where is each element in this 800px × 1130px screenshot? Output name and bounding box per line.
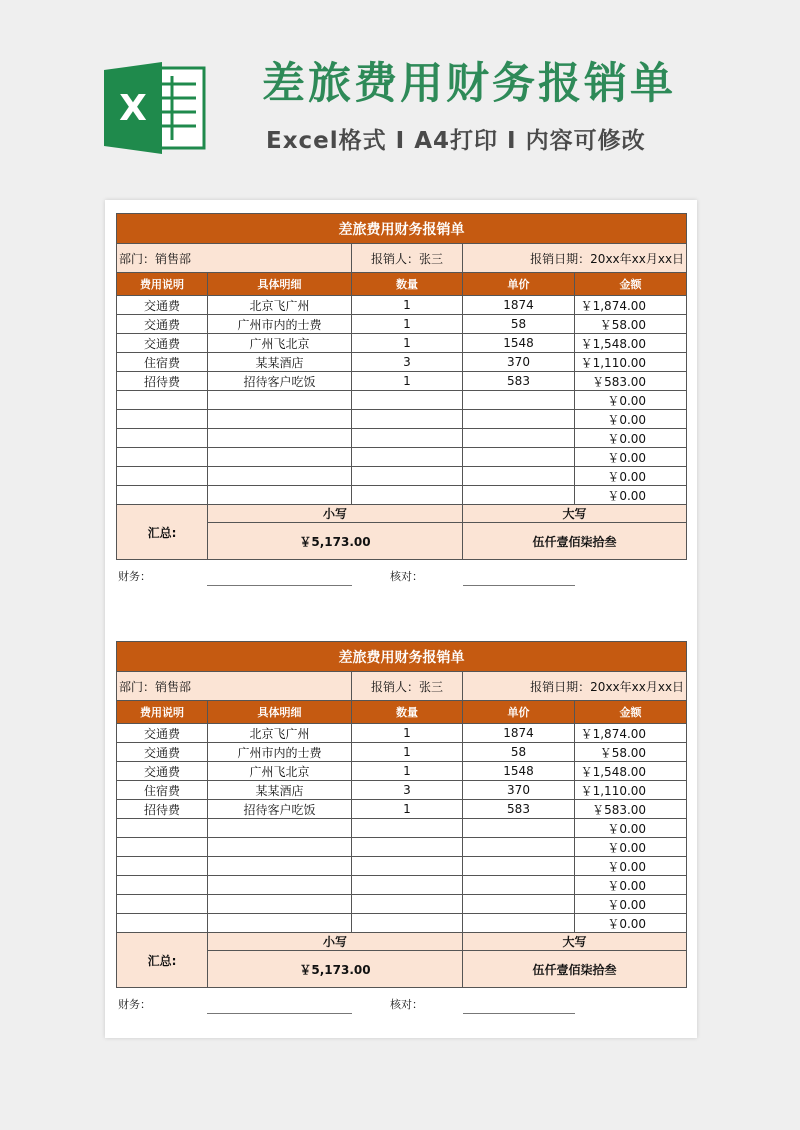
qty-cell[interactable]: 3 xyxy=(352,353,463,372)
finance-label: 财务： xyxy=(118,998,151,1011)
detail-cell[interactable]: 北京飞广州 xyxy=(208,296,352,315)
table-row xyxy=(117,914,687,933)
type-cell[interactable]: 交通费 xyxy=(117,762,208,781)
column-header: 单价 xyxy=(463,273,575,296)
check-signature-line[interactable] xyxy=(463,1013,575,1014)
amount-cell[interactable]: ￥0.00 xyxy=(575,448,687,467)
qty-cell[interactable] xyxy=(352,410,463,429)
type-cell[interactable] xyxy=(117,467,208,486)
amount-cell[interactable]: ￥58.00 xyxy=(575,315,687,334)
amount-cell[interactable]: ￥1,110.00 xyxy=(575,353,687,372)
detail-cell[interactable] xyxy=(208,429,352,448)
table-row xyxy=(117,467,687,486)
price-cell[interactable] xyxy=(463,914,575,933)
amount-cell[interactable]: ￥0.00 xyxy=(575,486,687,505)
department-field[interactable]: 部门：销售部 xyxy=(117,672,352,701)
type-cell[interactable]: 住宿费 xyxy=(117,781,208,800)
page-subtitle: Excel格式 I A4打印 I 内容可修改 xyxy=(266,128,646,154)
lower-case-total[interactable]: ￥5,173.00 xyxy=(208,523,463,560)
table-row xyxy=(117,819,687,838)
table-row xyxy=(117,334,687,353)
type-cell[interactable]: 招待费 xyxy=(117,800,208,819)
price-cell[interactable]: 370 xyxy=(463,781,575,800)
table-row xyxy=(117,448,687,467)
price-cell[interactable] xyxy=(463,819,575,838)
qty-cell[interactable] xyxy=(352,857,463,876)
table-row xyxy=(117,857,687,876)
detail-cell[interactable] xyxy=(208,876,352,895)
detail-cell[interactable]: 广州飞北京 xyxy=(208,334,352,353)
qty-cell[interactable]: 1 xyxy=(352,296,463,315)
price-cell[interactable] xyxy=(463,410,575,429)
check-label: 核对： xyxy=(390,570,423,583)
table-row xyxy=(117,372,687,391)
table-row xyxy=(117,486,687,505)
upper-case-label: 大写 xyxy=(463,933,687,951)
type-cell[interactable] xyxy=(117,914,208,933)
department-field[interactable]: 部门：销售部 xyxy=(117,244,352,273)
type-cell[interactable] xyxy=(117,486,208,505)
price-cell[interactable] xyxy=(463,838,575,857)
detail-cell[interactable] xyxy=(208,486,352,505)
amount-cell[interactable]: ￥1,548.00 xyxy=(575,334,687,353)
price-cell[interactable]: 58 xyxy=(463,315,575,334)
date-field[interactable]: 报销日期：20xx年xx月xx日 xyxy=(463,672,687,701)
qty-cell[interactable]: 1 xyxy=(352,743,463,762)
qty-cell[interactable] xyxy=(352,838,463,857)
column-header: 费用说明 xyxy=(117,701,208,724)
amount-cell[interactable]: ￥0.00 xyxy=(575,914,687,933)
column-header: 数量 xyxy=(352,701,463,724)
detail-cell[interactable] xyxy=(208,391,352,410)
table-row xyxy=(117,353,687,372)
type-cell[interactable]: 交通费 xyxy=(117,296,208,315)
column-header: 费用说明 xyxy=(117,273,208,296)
form-title: 差旅费用财务报销单 xyxy=(117,642,687,672)
finance-label: 财务： xyxy=(118,570,151,583)
form-title: 差旅费用财务报销单 xyxy=(117,214,687,244)
detail-cell[interactable] xyxy=(208,914,352,933)
qty-cell[interactable]: 1 xyxy=(352,762,463,781)
type-cell[interactable] xyxy=(117,895,208,914)
type-cell[interactable] xyxy=(117,410,208,429)
excel-logo-icon xyxy=(102,62,206,154)
price-cell[interactable]: 370 xyxy=(463,353,575,372)
summary-label: 汇总: xyxy=(117,505,208,560)
table-row xyxy=(117,391,687,410)
amount-cell[interactable]: ￥0.00 xyxy=(575,467,687,486)
amount-cell[interactable]: ￥1,548.00 xyxy=(575,762,687,781)
upper-case-total[interactable]: 伍仟壹佰柒拾叁 xyxy=(463,523,687,560)
type-cell[interactable]: 交通费 xyxy=(117,334,208,353)
amount-cell[interactable]: ￥0.00 xyxy=(575,819,687,838)
price-cell[interactable] xyxy=(463,448,575,467)
date-field[interactable]: 报销日期：20xx年xx月xx日 xyxy=(463,244,687,273)
qty-cell[interactable] xyxy=(352,895,463,914)
type-cell[interactable] xyxy=(117,876,208,895)
qty-cell[interactable] xyxy=(352,448,463,467)
qty-cell[interactable] xyxy=(352,467,463,486)
amount-cell[interactable]: ￥1,110.00 xyxy=(575,781,687,800)
detail-cell[interactable]: 广州市内的士费 xyxy=(208,743,352,762)
detail-cell[interactable]: 招待客户吃饭 xyxy=(208,800,352,819)
amount-cell[interactable]: ￥0.00 xyxy=(575,391,687,410)
type-cell[interactable]: 住宿费 xyxy=(117,353,208,372)
finance-signature-line[interactable] xyxy=(207,1013,352,1014)
detail-cell[interactable] xyxy=(208,895,352,914)
upper-case-total[interactable]: 伍仟壹佰柒拾叁 xyxy=(463,951,687,988)
table-row xyxy=(117,724,687,743)
table-row xyxy=(117,781,687,800)
price-cell[interactable]: 58 xyxy=(463,743,575,762)
amount-cell[interactable]: ￥583.00 xyxy=(575,800,687,819)
detail-cell[interactable]: 北京飞广州 xyxy=(208,724,352,743)
reimbursement-form xyxy=(116,641,686,1016)
table-row xyxy=(117,743,687,762)
lower-case-total[interactable]: ￥5,173.00 xyxy=(208,951,463,988)
amount-cell[interactable]: ￥0.00 xyxy=(575,876,687,895)
qty-cell[interactable] xyxy=(352,876,463,895)
type-cell[interactable]: 招待费 xyxy=(117,372,208,391)
price-cell[interactable] xyxy=(463,895,575,914)
price-cell[interactable] xyxy=(463,876,575,895)
detail-cell[interactable]: 广州飞北京 xyxy=(208,762,352,781)
column-header: 具体明细 xyxy=(208,273,352,296)
price-cell[interactable] xyxy=(463,857,575,876)
reporter-field[interactable]: 报销人：张三 xyxy=(352,244,463,273)
table-row xyxy=(117,296,687,315)
qty-cell[interactable]: 1 xyxy=(352,315,463,334)
check-signature-line[interactable] xyxy=(463,585,575,586)
column-header: 具体明细 xyxy=(208,701,352,724)
signature-row xyxy=(116,560,686,588)
lower-case-label: 小写 xyxy=(208,505,463,523)
type-cell[interactable]: 交通费 xyxy=(117,743,208,762)
type-cell[interactable]: 交通费 xyxy=(117,315,208,334)
reimbursement-form xyxy=(116,213,686,588)
upper-case-label: 大写 xyxy=(463,505,687,523)
qty-cell[interactable] xyxy=(352,429,463,448)
qty-cell[interactable] xyxy=(352,819,463,838)
type-cell[interactable] xyxy=(117,857,208,876)
amount-cell[interactable]: ￥58.00 xyxy=(575,743,687,762)
table-row xyxy=(117,876,687,895)
column-header: 金额 xyxy=(575,701,687,724)
qty-cell[interactable]: 1 xyxy=(352,334,463,353)
detail-cell[interactable]: 某某酒店 xyxy=(208,353,352,372)
price-cell[interactable]: 583 xyxy=(463,800,575,819)
type-cell[interactable] xyxy=(117,429,208,448)
table-row xyxy=(117,800,687,819)
qty-cell[interactable]: 3 xyxy=(352,781,463,800)
detail-cell[interactable]: 某某酒店 xyxy=(208,781,352,800)
amount-cell[interactable]: ￥1,874.00 xyxy=(575,724,687,743)
detail-cell[interactable] xyxy=(208,819,352,838)
amount-cell[interactable]: ￥0.00 xyxy=(575,857,687,876)
amount-cell[interactable]: ￥0.00 xyxy=(575,410,687,429)
detail-cell[interactable] xyxy=(208,448,352,467)
qty-cell[interactable] xyxy=(352,914,463,933)
price-cell[interactable] xyxy=(463,391,575,410)
amount-cell[interactable]: ￥1,874.00 xyxy=(575,296,687,315)
amount-cell[interactable]: ￥0.00 xyxy=(575,838,687,857)
price-cell[interactable] xyxy=(463,429,575,448)
qty-cell[interactable] xyxy=(352,486,463,505)
detail-cell[interactable]: 招待客户吃饭 xyxy=(208,372,352,391)
table-row xyxy=(117,838,687,857)
qty-cell[interactable]: 1 xyxy=(352,372,463,391)
qty-cell[interactable] xyxy=(352,391,463,410)
lower-case-label: 小写 xyxy=(208,933,463,951)
detail-cell[interactable] xyxy=(208,857,352,876)
summary-label: 汇总: xyxy=(117,933,208,988)
type-cell[interactable] xyxy=(117,838,208,857)
qty-cell[interactable]: 1 xyxy=(352,724,463,743)
form-table xyxy=(116,641,687,988)
amount-cell[interactable]: ￥583.00 xyxy=(575,372,687,391)
amount-cell[interactable]: ￥0.00 xyxy=(575,429,687,448)
signature-row xyxy=(116,988,686,1016)
reporter-field[interactable]: 报销人：张三 xyxy=(352,672,463,701)
form-table xyxy=(116,213,687,560)
type-cell[interactable] xyxy=(117,391,208,410)
qty-cell[interactable]: 1 xyxy=(352,800,463,819)
type-cell[interactable]: 交通费 xyxy=(117,724,208,743)
column-header: 单价 xyxy=(463,701,575,724)
finance-signature-line[interactable] xyxy=(207,585,352,586)
price-cell[interactable]: 1548 xyxy=(463,762,575,781)
price-cell[interactable]: 1874 xyxy=(463,724,575,743)
price-cell[interactable]: 583 xyxy=(463,372,575,391)
amount-cell[interactable]: ￥0.00 xyxy=(575,895,687,914)
page-title: 差旅费用财务报销单 xyxy=(262,59,676,109)
table-row xyxy=(117,429,687,448)
detail-cell[interactable] xyxy=(208,467,352,486)
table-row xyxy=(117,315,687,334)
price-cell[interactable] xyxy=(463,486,575,505)
detail-cell[interactable]: 广州市内的士费 xyxy=(208,315,352,334)
table-row xyxy=(117,410,687,429)
logo-letter: X xyxy=(119,88,147,129)
price-cell[interactable] xyxy=(463,467,575,486)
detail-cell[interactable] xyxy=(208,410,352,429)
price-cell[interactable]: 1548 xyxy=(463,334,575,353)
table-row xyxy=(117,762,687,781)
price-cell[interactable]: 1874 xyxy=(463,296,575,315)
column-header: 数量 xyxy=(352,273,463,296)
type-cell[interactable] xyxy=(117,448,208,467)
detail-cell[interactable] xyxy=(208,838,352,857)
check-label: 核对： xyxy=(390,998,423,1011)
table-row xyxy=(117,895,687,914)
column-header: 金额 xyxy=(575,273,687,296)
type-cell[interactable] xyxy=(117,819,208,838)
